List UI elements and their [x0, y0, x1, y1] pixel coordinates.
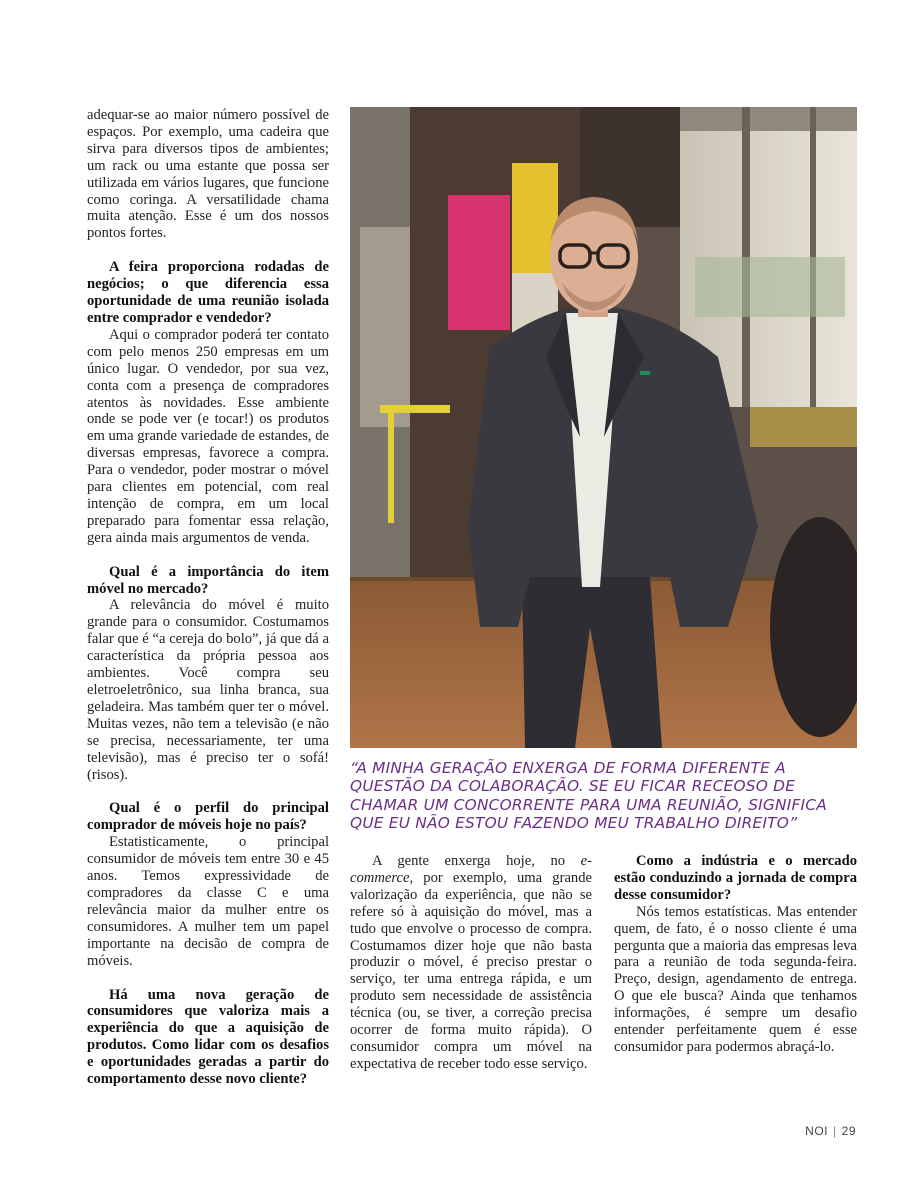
left-text-column [87, 107, 329, 1088]
interview-question: Como a indústria e o mercado estão conduzindo a jornada de compra desse consumidor? [614, 853, 857, 903]
paragraph-continued: adequar-se ao maior número possível de espaços. Por exemplo, uma cadeira que sirva para diversos tipos de ambientes; um rack ou uma estante que possa ser utilizada em vários lugares, que funcione como coringa. A versatilidade chama muita atenção. Esse é um dos nossos pontos fortes. [87, 107, 329, 242]
folio-separator: | [833, 1124, 837, 1138]
interview-answer: Estatisticamente, o principal consumidor de móveis tem entre 30 e 45 anos. Temos expressividade de compradores da classe C e uma relevância maior da mulher entre os consumidores. A mulher tem um papel importante na decisão de compra de móveis. [87, 834, 329, 969]
pull-quote: “A MINHA GERAÇÃO ENXERGA DE FORMA DIFERENTE A QUESTÃO DA COLABORAÇÃO. SE EU FICAR RECEOSO DE CHAMAR UM CONCORRENTE PARA UMA REUNIÃO, SIGNIFICA QUE EU NÃO ESTOU FAZENDO MEU TRABALHO DIREITO” [350, 759, 827, 833]
magazine-name: NOI [805, 1124, 829, 1138]
page-number: 29 [841, 1124, 856, 1138]
interview-answer: Aqui o comprador poderá ter contato com pelo menos 250 empresas em um único lugar. O vendedor, por sua vez, conta com a presença de compradores atentos às novidades. Esse ambiente onde se pode ver (e tocar!) os produtos em uma grande variedade de estandes, de diversas empresas, favorece a compra. Para o vendedor, poder mostrar o móvel para clientes em potencial, com real intenção de compra, em um local preparado para fomentar essa relação, gera ainda mais argumentos de venda. [87, 326, 329, 546]
page-folio [805, 1124, 856, 1138]
answer-lead: A gente enxerga hoje, no [372, 853, 581, 869]
portrait-photo [350, 107, 857, 748]
interview-answer: A relevância do móvel é muito grande para o consumidor. Costumamos falar que é “a cereja do bolo”, já que dá a característica da própria pessoa aos ambientes. Você compra seu eletroeletrônico, sua linha branca, sua geladeira. Mas também quer ter o móvel. Muitas vezes, não tem a televisão (e não se precisa, necessariamente, ter uma televisão), mas é preciso ter o sofá! (risos). [87, 597, 329, 783]
middle-text-column [350, 853, 592, 1073]
interview-question: Qual é o perfil do principal comprador de móveis hoje no país? [87, 800, 329, 834]
right-text-column [614, 853, 857, 1056]
interview-question: Há uma nova geração de consumidores que valoriza mais a experiência do que a aquisição de produtos. Como lidar com os desafios e oportunidades geradas a partir do comportamento desse novo cliente? [87, 986, 329, 1088]
interview-answer: Nós temos estatísticas. Mas entender quem, de fato, é o nosso cliente é uma pergunta que a maioria das empresas leva para a reunião de toda segunda-feira. Preço, design, agendamento de entrega. O que ele busca? Ainda que tenhamos informações, é sempre um desafio entender perfeitamente quem é esse consumidor para podermos abraçá-lo. [614, 903, 857, 1055]
interview-question: A feira proporciona rodadas de negócios; o que diferencia essa oportunidade de uma reunião isolada entre comprador e vendedor? [87, 259, 329, 326]
answer-rest: , por exemplo, uma grande valorização da experiência, que não se refere só à aquisição do móvel, mas a tudo que envolve o processo de compra. Costumamos dizer hoje que não basta produzir o móvel, é preciso prestar o serviço, ter uma entrega rápida, e um produto sem necessidade de assistência técnica (ou, se tiver, a correção precisa ocorrer de forma muito rápida). O consumidor compra um móvel na expectativa de receber todo esse serviço. [350, 869, 592, 1072]
answer-emphasis: e-commerce [350, 853, 592, 886]
interview-question: Qual é a importância do item móvel no mercado? [87, 563, 329, 597]
interview-answer [350, 853, 592, 1073]
portrait-illustration [350, 107, 857, 748]
